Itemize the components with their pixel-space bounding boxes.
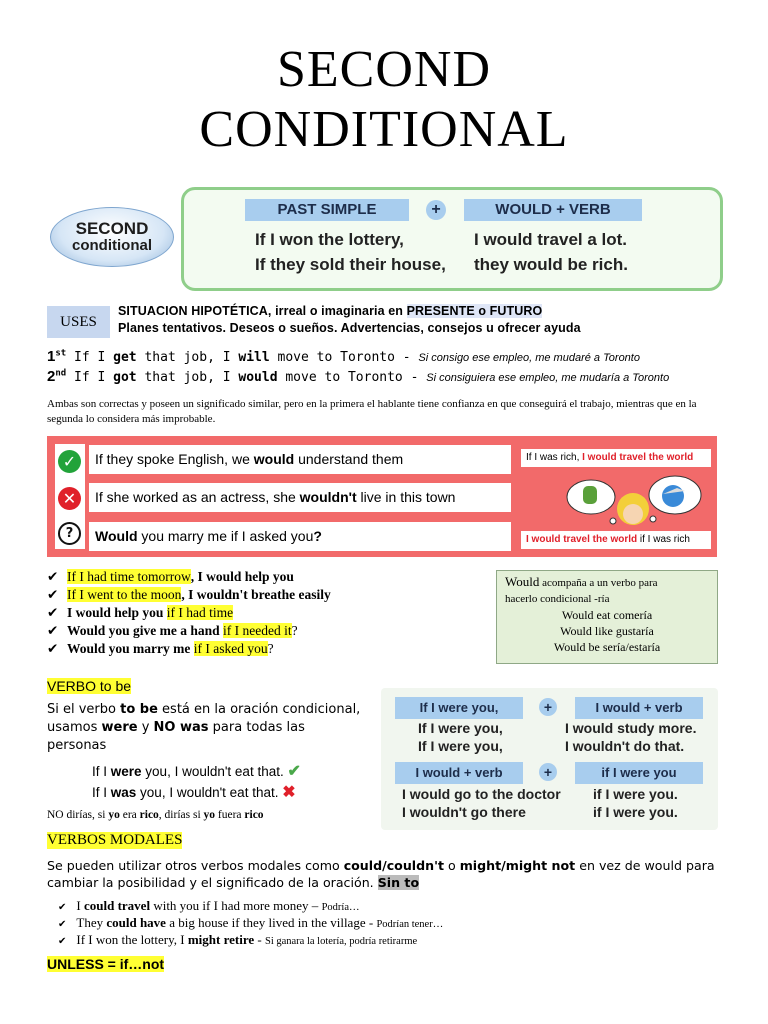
second-conditional-badge <box>50 207 174 267</box>
uses-present-future: PRESENTE o FUTURO <box>406 304 543 318</box>
note-line-1 <box>505 574 709 591</box>
icon-column <box>55 444 85 549</box>
result: I would travel the world <box>582 452 694 463</box>
unless-heading: UNLESS = if…not <box>47 956 165 972</box>
formula-example-2-result: they would be rich. <box>474 255 628 274</box>
uses-line-1 <box>118 304 542 318</box>
table-row-1-if: If I were you, <box>418 720 503 736</box>
formula-example-1-result: I would travel a lot. <box>474 230 628 249</box>
table-row-2-if: If I were you, <box>418 738 503 754</box>
checkmark-icon: ✔ <box>47 605 59 620</box>
table-row-4-if: if I were you. <box>593 804 678 820</box>
text: you marry me if I asked you <box>137 528 314 544</box>
uses-label: USES <box>47 306 110 338</box>
check-icon: ✓ <box>58 450 81 473</box>
page-title <box>0 40 768 160</box>
question-mark: ? <box>291 623 298 638</box>
modal: wouldn't <box>299 489 357 505</box>
negative-example <box>89 483 511 512</box>
checklist-item <box>47 605 233 621</box>
text: If they spoke English, we <box>95 451 254 467</box>
checklist-item <box>47 587 331 603</box>
modal: will <box>238 350 270 365</box>
text: era <box>119 809 140 821</box>
text: I <box>76 898 84 913</box>
text: If I <box>66 370 114 385</box>
main-clause: Would you marry me <box>67 641 194 656</box>
sin-to-note: Sin to <box>377 875 420 890</box>
text: you, I wouldn't eat that. <box>136 785 279 800</box>
if-clause: If I went to the moon <box>67 587 182 602</box>
formula-example-2-if: If they sold their house, <box>255 255 446 274</box>
text: If I <box>92 785 111 800</box>
plus-icon: + <box>539 763 557 781</box>
text: live in this town <box>356 489 456 505</box>
checkmark-icon: ✔ <box>58 902 67 913</box>
would-word: Would <box>505 574 540 589</box>
modal: might retire <box>187 932 255 947</box>
if-clause: if I had time <box>166 605 234 620</box>
text: that job, I <box>136 370 239 385</box>
text: Si el verbo <box>47 702 121 717</box>
text: If she worked as an actress, she <box>95 489 300 505</box>
woman-face <box>623 504 643 524</box>
modal: would <box>253 451 295 467</box>
formula-box <box>181 187 723 291</box>
table-row-1-result: I would study more. <box>565 720 697 736</box>
text: If I <box>92 764 111 779</box>
text: If I was rich, <box>526 452 583 463</box>
no-dirias-note <box>47 809 264 821</box>
table-row-3-if: if I were you. <box>593 786 678 802</box>
modal: would <box>238 370 278 385</box>
result: I would travel the world <box>526 534 638 545</box>
text: o <box>443 858 460 873</box>
ordinal: 2 <box>47 368 56 385</box>
title-line-2: CONDITIONAL <box>199 101 569 158</box>
text: fuera <box>215 809 245 821</box>
term: yo <box>108 809 120 821</box>
checklist-item <box>47 623 298 639</box>
term: could/couldn't <box>343 858 444 873</box>
past-simple-pill: PAST SIMPLE <box>245 199 409 221</box>
example-first-conditional <box>47 348 640 365</box>
examples-panel <box>47 436 717 557</box>
checkmark-icon: ✔ <box>58 919 67 930</box>
text: a big house if they lived in the village - <box>165 915 377 930</box>
modal-example <box>58 898 359 914</box>
translation: Si ganara la lotería, podría retirarme <box>264 936 418 947</box>
modal: could have <box>106 915 166 930</box>
verbo-to-be-explanation <box>47 701 362 755</box>
term: NO was <box>153 720 209 735</box>
checkmark-icon: ✔ <box>47 623 59 638</box>
text: that job, I <box>136 350 239 365</box>
if-clause: If I had time tomorrow <box>67 569 191 584</box>
verbo-to-be-heading: VERBO to be <box>47 678 132 694</box>
modales-explanation <box>47 857 737 891</box>
would-note-box <box>496 570 718 664</box>
modal-example <box>58 932 417 948</box>
modal-example <box>58 915 443 931</box>
daydreaming-woman-illustration <box>547 469 707 537</box>
checkmark-icon: ✔ <box>47 587 59 602</box>
main-clause: , I would help you <box>190 569 294 584</box>
question-mark: ? <box>313 528 322 544</box>
note-line-4: Would like gustaría <box>560 624 654 638</box>
would-verb-pill: WOULD + VERB <box>464 199 642 221</box>
text: Se pueden utilizar otros verbos modales como <box>47 858 344 873</box>
incorrect-cross-icon: ✖ <box>282 784 296 801</box>
text: If I won the lottery, I <box>76 932 188 947</box>
uses-irreal: , irreal o imaginaria en <box>267 304 407 318</box>
travel-rich-box <box>521 531 711 549</box>
question-mark: ? <box>267 641 274 656</box>
term: rico <box>244 809 264 821</box>
verb: were <box>110 764 142 779</box>
translation: Si consigo ese empleo, me mudaré a Toronto <box>418 352 640 364</box>
text: you, I wouldn't eat that. <box>141 764 284 779</box>
verb: was <box>110 785 137 800</box>
modal: could travel <box>83 898 151 913</box>
note-line-3: Would eat comería <box>561 608 653 622</box>
if-clause: if I asked you <box>193 641 268 656</box>
explanation-paragraph: Ambas son correctas y poseen un significado similar, pero en la primera el hablante tiene confianza en que conseguirá el trabajo, mientras que en la segunda lo considera más improbable. <box>47 398 697 425</box>
text: They <box>76 915 107 930</box>
text: understand them <box>294 451 404 467</box>
text: move to Toronto - <box>269 350 419 365</box>
translation: Podrían tener… <box>376 919 444 930</box>
text: move to Toronto - <box>277 370 427 385</box>
text: en vez de would para cambiar la posibilidad y el significado de la oración. <box>47 858 715 890</box>
text: y <box>137 720 154 735</box>
correct-check-icon: ✔ <box>287 763 301 780</box>
uses-hypothetical: SITUACION HIPOTÉTICA <box>118 304 268 318</box>
term: were <box>101 720 138 735</box>
rich-travel-box <box>521 449 711 467</box>
ordinal-suffix: st <box>55 348 67 359</box>
bubble-dot <box>650 516 656 522</box>
modal: Would <box>95 528 138 544</box>
translation: Si consiguiera ese empleo, me mudaría a Toronto <box>426 372 670 384</box>
table-row-2-result: I wouldn't do that. <box>565 738 685 754</box>
i-would-verb-pill: I would + verb <box>395 762 523 784</box>
bubble-dot <box>610 518 616 524</box>
if-i-were-you-pill: If I were you, <box>395 697 523 719</box>
table-row-4-result: I wouldn't go there <box>402 804 526 820</box>
main-clause: I would help you <box>67 605 167 620</box>
main-clause: , I wouldn't breathe easily <box>181 587 331 602</box>
example-second-conditional <box>47 368 669 385</box>
table-row-3-result: I would go to the doctor <box>402 786 561 802</box>
question-example <box>89 522 511 551</box>
affirmative-example <box>89 445 511 474</box>
checkmark-icon: ✔ <box>47 569 59 584</box>
ordinal-suffix: nd <box>55 368 67 379</box>
text: acompaña a un verbo para <box>539 577 658 589</box>
correct-were-example <box>92 761 301 781</box>
uses-line-2: Planes tentativos. Deseos o sueños. Advertencias, consejos u ofrecer ayuda <box>118 321 581 335</box>
title-line-1: SECOND <box>276 41 492 98</box>
verb: get <box>113 350 137 365</box>
verbos-modales-heading: VERBOS MODALES <box>47 832 183 848</box>
if-clause: if I needed it <box>223 623 292 638</box>
formula-example-1-if: If I won the lottery, <box>255 230 404 249</box>
term: might/might not <box>459 858 576 873</box>
note-line-2: hacerlo condicional -ría <box>505 593 610 605</box>
text: if I was rich <box>637 534 690 545</box>
ordinal: 1 <box>47 348 56 365</box>
text: NO dirías, si <box>47 809 109 821</box>
term: rico <box>139 809 159 821</box>
plus-icon: + <box>426 200 446 220</box>
checklist-item <box>47 641 274 657</box>
incorrect-was-example <box>92 782 296 802</box>
if-i-were-you-table <box>381 688 718 830</box>
money-bag-icon <box>583 486 597 504</box>
text: with you if I had more money – <box>150 898 322 913</box>
checkmark-icon: ✔ <box>58 936 67 947</box>
text: para todas las personas <box>47 720 305 753</box>
badge-line-2: conditional <box>72 237 152 254</box>
note-line-5: Would be sería/estaría <box>553 640 661 654</box>
if-i-were-you-pill: if I were you <box>575 762 703 784</box>
plus-icon: + <box>539 698 557 716</box>
text: If I <box>66 350 114 365</box>
cross-icon: ✕ <box>58 487 81 510</box>
translation: Podría… <box>321 902 360 913</box>
question-icon: ? <box>58 522 81 545</box>
text: está en la oración condicional, usamos <box>47 702 361 735</box>
i-would-verb-pill: I would + verb <box>575 697 703 719</box>
verb: got <box>113 370 137 385</box>
term: to be <box>120 702 158 717</box>
checkmark-icon: ✔ <box>47 641 59 656</box>
globe-icon <box>662 485 684 507</box>
text: , dirías si <box>158 809 204 821</box>
main-clause: Would you give me a hand <box>67 623 224 638</box>
badge-line-1: SECOND <box>75 219 149 238</box>
text: - <box>254 932 265 947</box>
checklist-item <box>47 569 294 585</box>
term: yo <box>203 809 216 821</box>
